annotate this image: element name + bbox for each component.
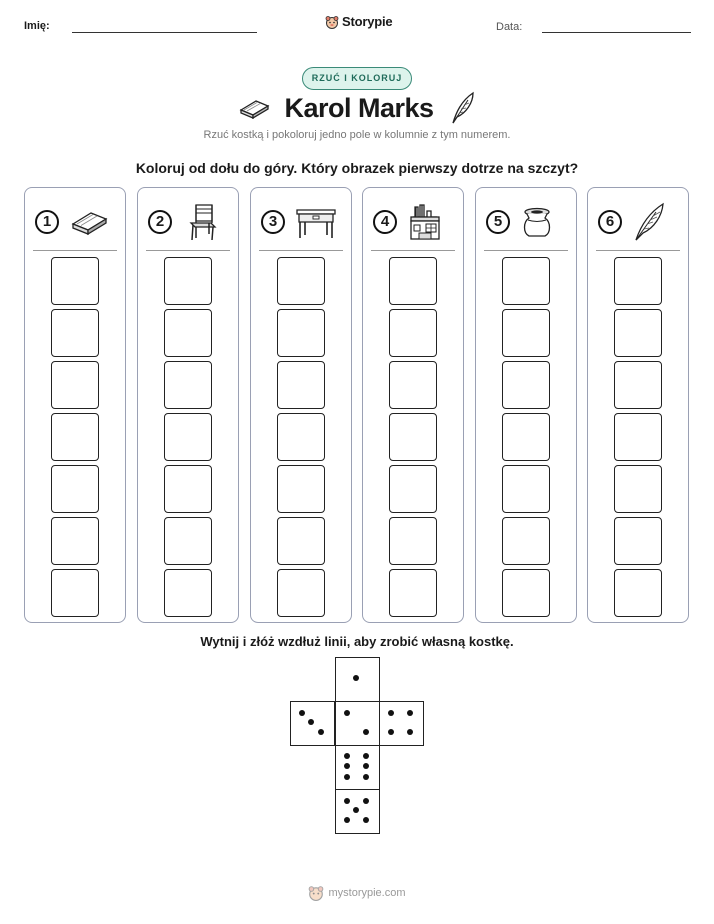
date-line — [542, 32, 691, 33]
coloring-cell[interactable] — [502, 361, 550, 409]
pip — [353, 807, 359, 813]
pip — [344, 774, 350, 780]
coloring-cell[interactable] — [164, 361, 212, 409]
column-divider — [259, 250, 343, 251]
die-face-6 — [335, 745, 380, 790]
coloring-cell[interactable] — [389, 257, 437, 305]
coloring-cell[interactable] — [502, 517, 550, 565]
die-face-3 — [290, 701, 335, 746]
coloring-cell[interactable] — [389, 517, 437, 565]
column-header — [598, 204, 678, 240]
coloring-cell[interactable] — [614, 465, 662, 513]
quill-icon — [632, 202, 666, 242]
dice-column-2 — [137, 187, 239, 623]
coloring-cell[interactable] — [51, 257, 99, 305]
column-number: 6 — [598, 210, 622, 234]
coloring-cell[interactable] — [51, 517, 99, 565]
coloring-cell[interactable] — [277, 257, 325, 305]
coloring-cell[interactable] — [277, 309, 325, 357]
dice-column-1 — [24, 187, 126, 623]
pip — [407, 710, 413, 716]
pip — [318, 729, 324, 735]
quill-icon — [448, 91, 476, 125]
name-label: Imię: — [24, 20, 50, 32]
chair-icon — [182, 202, 222, 242]
coloring-cell[interactable] — [614, 569, 662, 617]
pip — [363, 753, 369, 759]
pip — [363, 798, 369, 804]
coloring-cell[interactable] — [389, 309, 437, 357]
footer-url[interactable]: mystorypie.com — [328, 887, 406, 899]
book-icon — [69, 207, 109, 237]
pip — [344, 710, 350, 716]
coloring-cell[interactable] — [614, 413, 662, 461]
column-number: 5 — [486, 210, 510, 234]
coloring-cell[interactable] — [502, 309, 550, 357]
brand-name: Storypie — [342, 14, 393, 29]
coloring-cell[interactable] — [502, 569, 550, 617]
dice-column-6 — [587, 187, 689, 623]
coloring-cell[interactable] — [51, 361, 99, 409]
dice-column-3 — [250, 187, 352, 623]
column-header — [373, 204, 453, 240]
coloring-cell[interactable] — [502, 413, 550, 461]
brand-logo — [325, 14, 392, 29]
column-number: 2 — [148, 210, 172, 234]
cut-instruction: Wytnij i złóż wzdłuż linii, aby zrobić własną kostkę. — [200, 634, 514, 649]
coloring-cell[interactable] — [51, 413, 99, 461]
factory-icon — [407, 203, 443, 241]
column-header — [148, 204, 228, 240]
storypie-mascot-icon — [308, 885, 324, 901]
coloring-cell[interactable] — [164, 309, 212, 357]
coloring-cell[interactable] — [614, 309, 662, 357]
coloring-cell[interactable] — [277, 361, 325, 409]
coloring-cell[interactable] — [614, 361, 662, 409]
storypie-mascot-icon — [325, 15, 339, 29]
pip — [299, 710, 305, 716]
instruction: Koloruj od dołu do góry. Który obrazek pierwszy dotrze na szczyt? — [135, 160, 579, 176]
coloring-cell[interactable] — [502, 465, 550, 513]
pip — [344, 753, 350, 759]
column-divider — [146, 250, 230, 251]
coloring-cell[interactable] — [51, 465, 99, 513]
book-icon — [238, 97, 270, 119]
pip — [363, 774, 369, 780]
pip — [407, 729, 413, 735]
pip — [363, 763, 369, 769]
die-face-5 — [335, 789, 380, 834]
coloring-cell[interactable] — [389, 413, 437, 461]
name-line — [72, 32, 257, 33]
column-divider — [596, 250, 680, 251]
column-header — [486, 204, 566, 240]
pip — [363, 817, 369, 823]
pip — [388, 710, 394, 716]
desk-icon — [295, 204, 337, 240]
column-number: 4 — [373, 210, 397, 234]
footer — [0, 885, 714, 901]
coloring-cell[interactable] — [277, 569, 325, 617]
coloring-cell[interactable] — [277, 517, 325, 565]
inkpot-icon — [520, 205, 554, 239]
pip — [344, 817, 350, 823]
coloring-cell[interactable] — [277, 465, 325, 513]
pip — [363, 729, 369, 735]
pip — [308, 719, 314, 725]
coloring-cell[interactable] — [389, 465, 437, 513]
die-face-4 — [379, 701, 424, 746]
coloring-cell[interactable] — [389, 361, 437, 409]
coloring-cell[interactable] — [277, 413, 325, 461]
coloring-cell[interactable] — [164, 569, 212, 617]
coloring-cell[interactable] — [614, 517, 662, 565]
pip — [344, 798, 350, 804]
column-header — [261, 204, 341, 240]
dice-column-5 — [475, 187, 577, 623]
page-title: Karol Marks — [284, 92, 434, 123]
coloring-cell[interactable] — [389, 569, 437, 617]
die-face-2 — [335, 701, 380, 746]
column-header — [35, 204, 115, 240]
column-number: 1 — [35, 210, 59, 234]
coloring-cell[interactable] — [164, 465, 212, 513]
coloring-cell[interactable] — [164, 257, 212, 305]
column-divider — [371, 250, 455, 251]
column-number: 3 — [261, 210, 285, 234]
title-row — [0, 90, 714, 126]
column-divider — [33, 250, 117, 251]
die-face-1 — [335, 657, 380, 702]
activity-badge: RZUĆ I KOLORUJ — [302, 67, 412, 90]
coloring-cell[interactable] — [51, 569, 99, 617]
pip — [344, 763, 350, 769]
coloring-cell[interactable] — [614, 257, 662, 305]
coloring-cell[interactable] — [51, 309, 99, 357]
pip — [353, 675, 359, 681]
pip — [388, 729, 394, 735]
date-label: Data: — [496, 21, 523, 33]
dice-column-4 — [362, 187, 464, 623]
coloring-cell[interactable] — [502, 257, 550, 305]
subtitle: Rzuć kostką i pokoloruj jedno pole w kolumnie z tym numerem. — [203, 129, 511, 141]
coloring-cell[interactable] — [164, 517, 212, 565]
column-divider — [484, 250, 568, 251]
coloring-cell[interactable] — [164, 413, 212, 461]
